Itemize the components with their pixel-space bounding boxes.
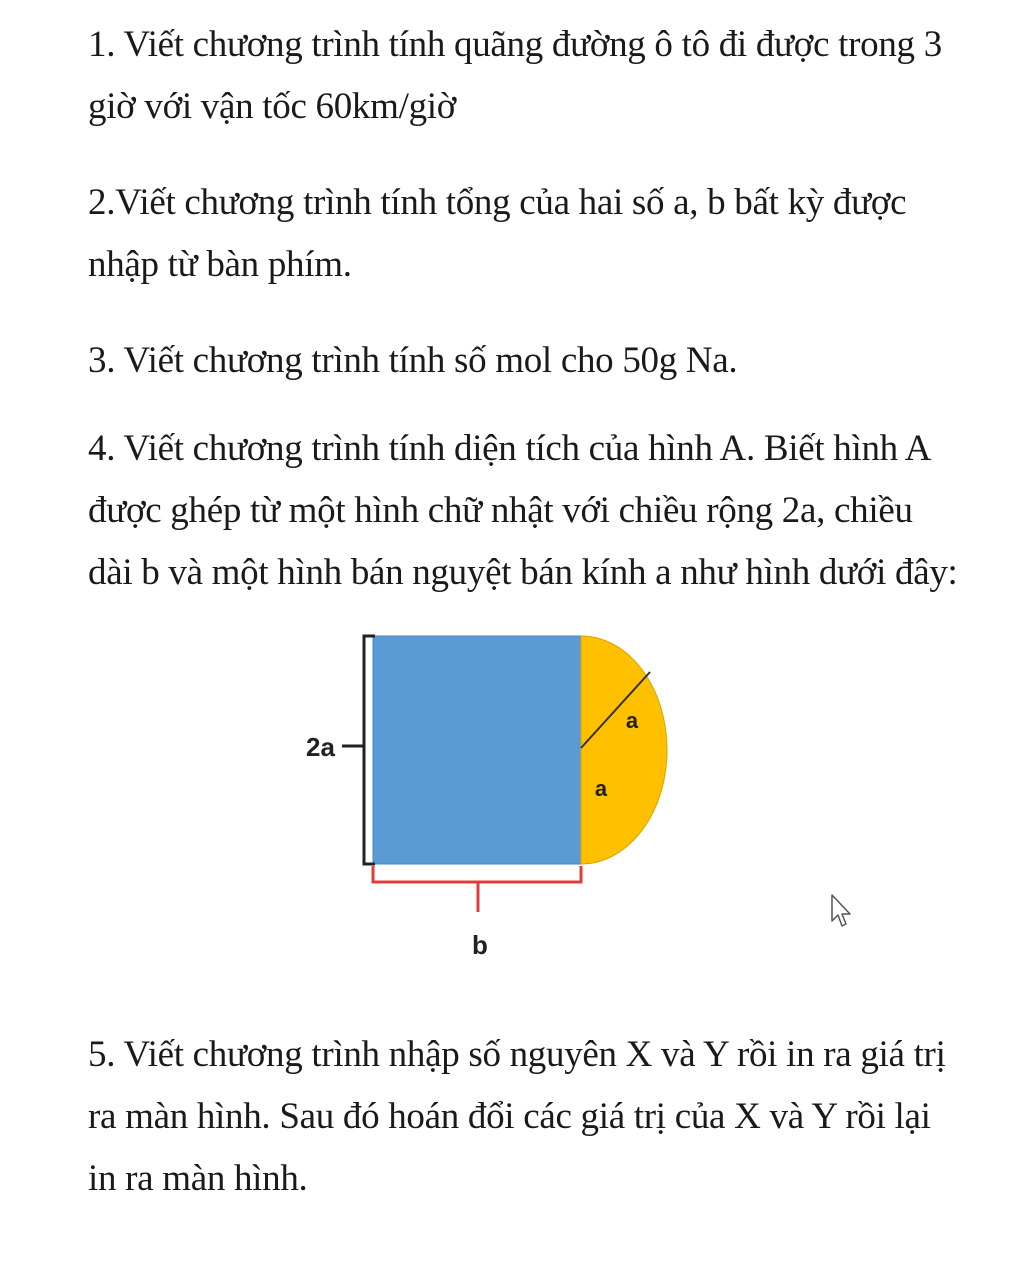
mouse-pointer-icon xyxy=(830,893,852,929)
label-width: 2a xyxy=(306,732,335,762)
question-5: 5. Viết chương trình nhập số nguyên X và Y rồi in ra giá trị ra màn hình. Sau đó hoán đổi các giá trị của X và Y rồi lại in ra màn hình. xyxy=(88,1034,946,1199)
shape-a-figure xyxy=(290,620,710,980)
semicircle-shape xyxy=(581,636,667,864)
label-radius-1: a xyxy=(625,708,639,733)
rectangle-shape xyxy=(373,636,581,864)
question-1: 1. Viết chương trình tính quãng đường ô tô đi được trong 3 giờ với vận tốc 60km/giờ xyxy=(88,24,942,127)
label-radius-2: a xyxy=(594,776,608,801)
label-length: b xyxy=(472,930,488,960)
question-2: 2.Viết chương trình tính tổng của hai số a, b bất kỳ được nhập từ bàn phím. xyxy=(88,182,907,285)
question-3: 3. Viết chương trình tính số mol cho 50g Na. xyxy=(88,340,738,381)
question-4: 4. Viết chương trình tính diện tích của hình A. Biết hình A được ghép từ một hình chữ nhật với chiều rộng 2a, chiều dài b và một hình bán nguyệt bán kính a như hình dưới đây: xyxy=(88,428,958,593)
length-bracket xyxy=(373,866,581,882)
